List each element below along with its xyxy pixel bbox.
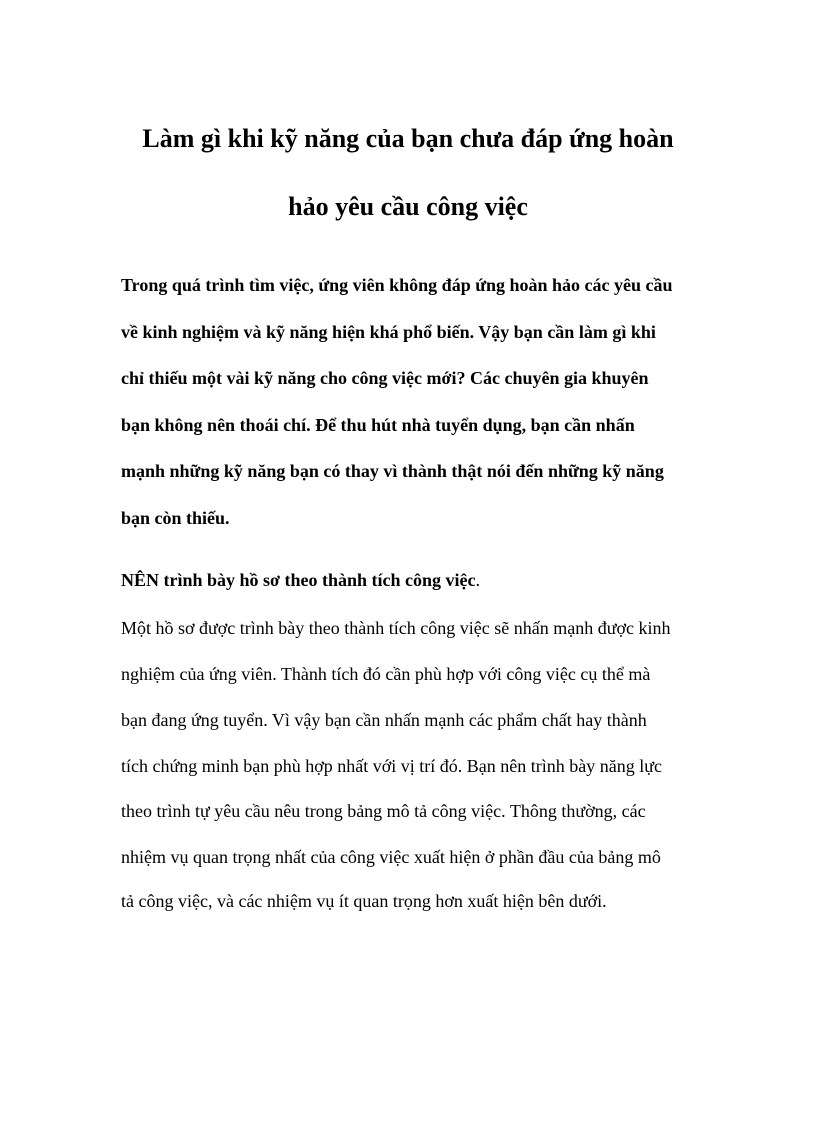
intro-line-3: chỉ thiếu một vài kỹ năng cho công việc mới? Các chuyên gia khuyên — [121, 368, 649, 388]
document-title-line-2: hảo yêu cầu công việc — [288, 192, 528, 221]
intro-line-2: về kinh nghiệm và kỹ năng hiện khá phổ biến. Vậy bạn cần làm gì khi — [121, 322, 656, 342]
document-title-line-1: Làm gì khi kỹ năng của bạn chưa đáp ứng hoàn — [142, 124, 674, 153]
intro-line-5: mạnh những kỹ năng bạn có thay vì thành thật nói đến những kỹ năng — [121, 461, 664, 481]
section-heading-text: NÊN trình bày hồ sơ theo thành tích công việc — [121, 570, 476, 590]
body-line-6: nhiệm vụ quan trọng nhất của công việc xuất hiện ở phần đầu của bảng mô — [121, 847, 661, 867]
section-heading — [121, 569, 480, 591]
intro-line-1: Trong quá trình tìm việc, ứng viên không đáp ứng hoàn hảo các yêu cầu — [121, 275, 673, 295]
section-heading-period: . — [475, 570, 480, 590]
body-line-3: bạn đang ứng tuyển. Vì vậy bạn cần nhấn mạnh các phẩm chất hay thành — [121, 710, 647, 730]
body-line-5: theo trình tự yêu cầu nêu trong bảng mô tả công việc. Thông thường, các — [121, 801, 646, 821]
intro-line-6: bạn còn thiếu. — [121, 508, 230, 528]
body-line-4: tích chứng minh bạn phù hợp nhất với vị trí đó. Bạn nên trình bày năng lực — [121, 756, 662, 776]
intro-line-4: bạn không nên thoái chí. Để thu hút nhà tuyển dụng, bạn cần nhấn — [121, 415, 635, 435]
body-line-7: tả công việc, và các nhiệm vụ ít quan trọng hơn xuất hiện bên dưới. — [121, 891, 607, 911]
body-line-1: Một hồ sơ được trình bày theo thành tích công việc sẽ nhấn mạnh được kinh — [121, 618, 671, 638]
body-line-2: nghiệm của ứng viên. Thành tích đó cần phù hợp với công việc cụ thể mà — [121, 664, 651, 684]
